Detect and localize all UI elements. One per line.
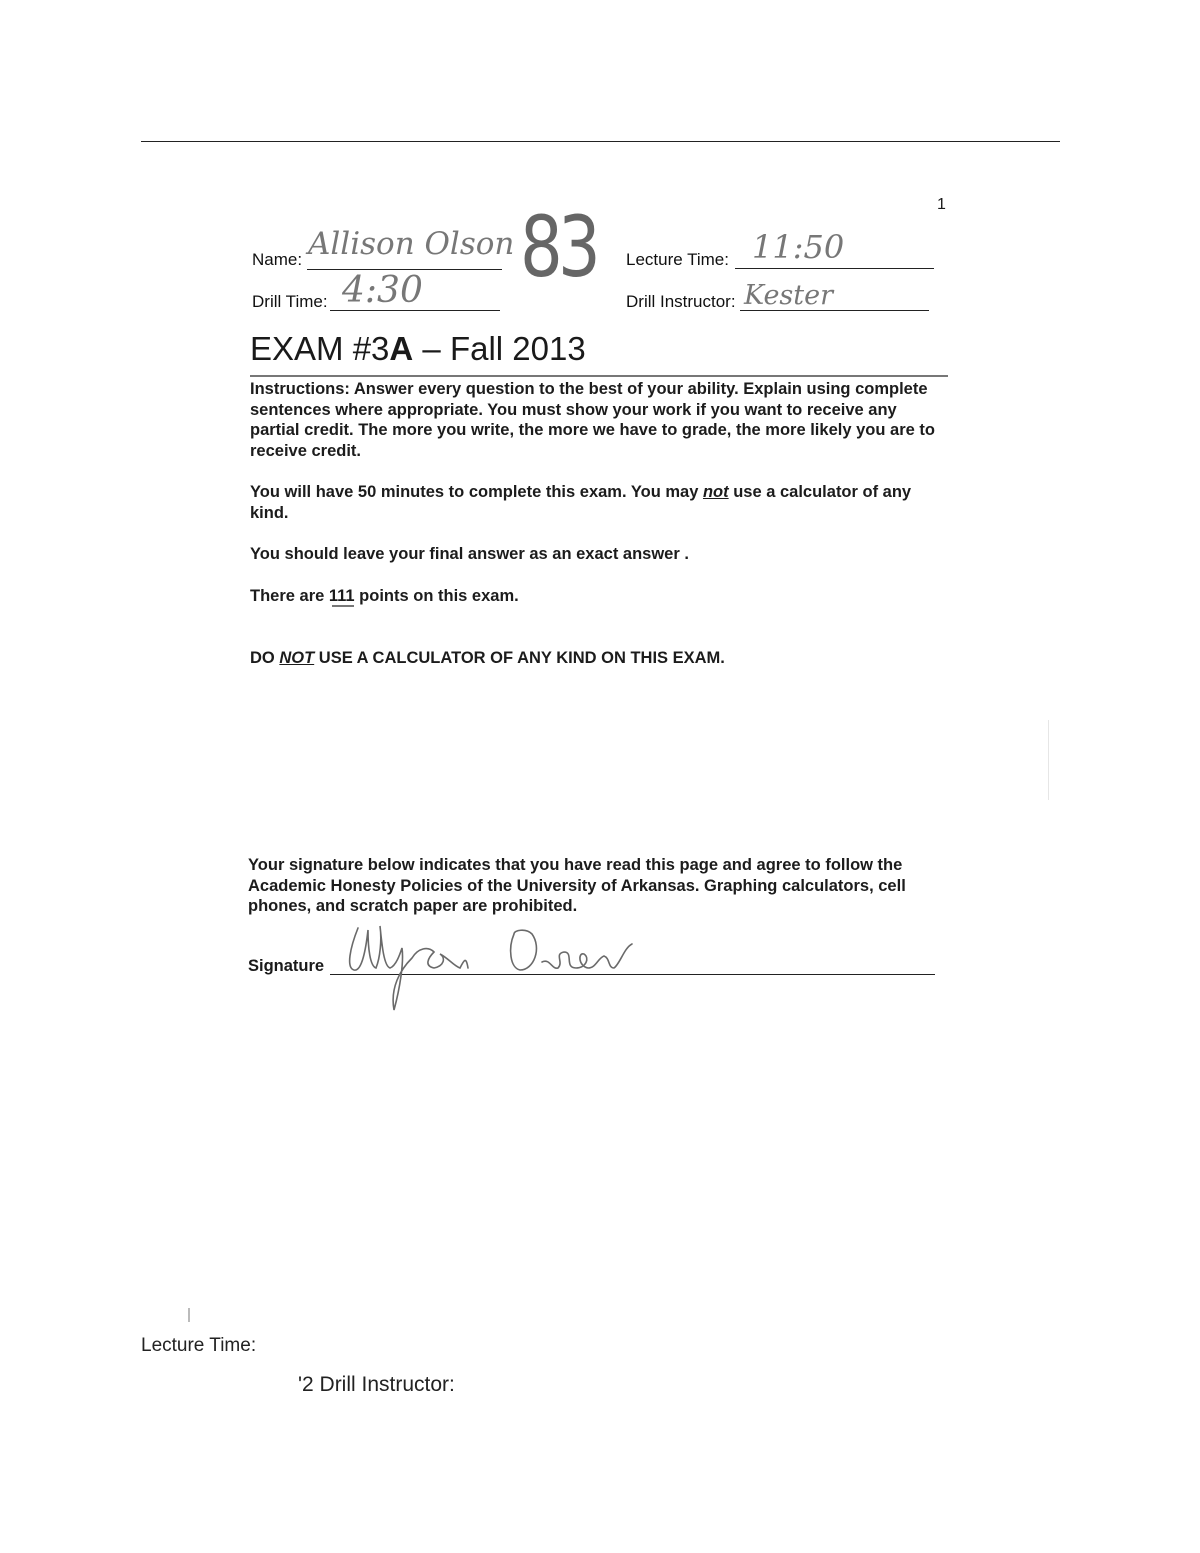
top-rule: [141, 141, 1060, 142]
instructions-paragraph: Instructions: Answer every question to the best of your ability. Explain using complete sentences where appropriate. You must show your work if you want to receive any partial credit. The more you write, the more we have to grade, the more likely you are to receive credit.: [250, 380, 935, 460]
exam-title: EXAM #3A – Fall 2013: [250, 330, 586, 367]
name-label: Name:: [252, 250, 303, 269]
drill-time-label: Drill Time:: [252, 292, 328, 311]
score-handwritten: 83: [520, 198, 596, 296]
page-number: 1: [937, 196, 946, 213]
honesty-statement: Your signature below indicates that you have read this page and agree to follow the Academic Honesty Policies of the University of Arkansas. Graphing calculators, cell phones, and scratch paper are prohibited.: [248, 856, 906, 915]
time-limit-paragraph: You will have 50 minutes to complete this exam. You may not use a calculator of any kind.: [250, 483, 912, 522]
name-handwritten: Allison Olson: [308, 226, 515, 262]
footer-drill-instructor-label: '2 Drill Instructor:: [298, 1373, 455, 1396]
calculator-warning: DO NOT USE A CALCULATOR OF ANY KIND ON THIS EXAM.: [250, 649, 725, 667]
drill-instructor-handwritten: Kester: [744, 280, 834, 311]
points-paragraph: There are 111 points on this exam.: [250, 587, 519, 605]
exact-answer-paragraph: You should leave your final answer as an exact answer .: [250, 545, 689, 563]
signature-ink: [328, 918, 648, 1013]
points-pen-mark: [332, 605, 354, 607]
lecture-time-label: Lecture Time:: [626, 250, 729, 269]
scan-speck: [1048, 720, 1049, 800]
signature-label: Signature: [248, 957, 325, 975]
lecture-time-line: [735, 268, 934, 269]
footer-lecture-time-label: Lecture Time:: [141, 1335, 257, 1356]
drill-instructor-label: Drill Instructor:: [626, 292, 736, 311]
lecture-time-handwritten: 11:50: [752, 228, 845, 266]
scan-speck: [188, 1308, 190, 1322]
drill-time-handwritten: 4:30: [342, 270, 423, 311]
title-rule: [250, 375, 948, 377]
